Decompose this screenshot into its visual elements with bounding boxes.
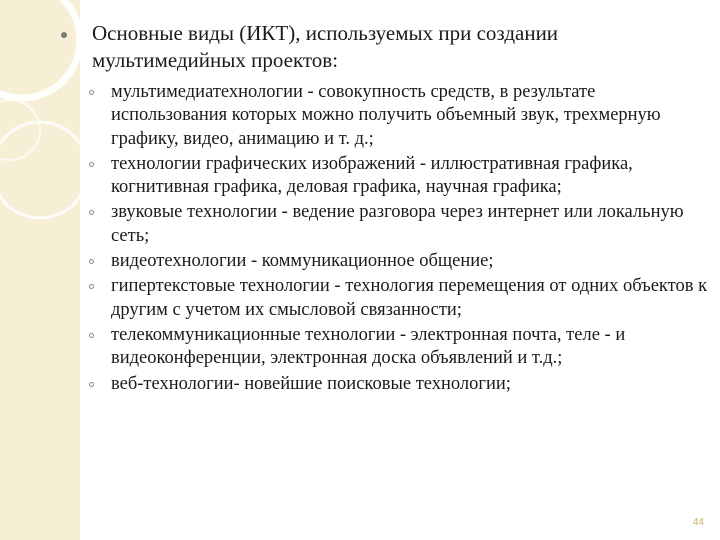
list-item-text: звуковые технологии - ведение разговора через интернет или локальную сеть; [111,202,684,246]
circle-bullet-icon [89,284,94,289]
circle-bullet-icon [89,382,94,387]
circle-bullet-icon [89,162,94,167]
main-bullet-item [74,20,710,74]
list-item [111,275,710,322]
list-item [111,81,710,151]
circle-bullet-icon [89,90,94,95]
bullet-icon [61,32,67,38]
circle-bullet-icon [89,333,94,338]
circle-bullet-icon [89,210,94,215]
list-item [111,153,710,200]
list-item-text: гипертекстовые технологии - технология перемещения от одних объектов к другим с учетом их смысловой связанности; [111,276,708,320]
decorative-circles [0,0,80,260]
list-item [111,250,710,273]
list-item-text: телекоммуникационные технологии - электронная почта, теле - и видеоконференции, электронная доска объявлений и т.д.; [111,324,626,369]
list-item [111,324,710,371]
page-number: 44 [692,517,704,528]
sub-list [74,81,710,396]
list-item [111,201,710,248]
list-item-text: веб-технологии- новейшие поисковые технологии; [111,373,511,394]
slide-heading: Основные виды (ИКТ), используемых при создании мультимедийных проектов: [92,21,559,72]
list-item-text: видеотехнологии - коммуникационное общение; [111,251,494,272]
list-item-text: технологии графических изображений - иллюстративная графика, когнитивная графика, деловая графика, научная графика; [111,153,633,198]
list-item [111,373,710,396]
list-item-text: мультимедиатехнологии - совокупность средств, в результате использования которых можно получить объемный звук, трехмерную графику, видео, анимацию и т. д.; [111,82,661,149]
circle-bullet-icon [89,259,94,264]
slide-content [74,20,710,398]
